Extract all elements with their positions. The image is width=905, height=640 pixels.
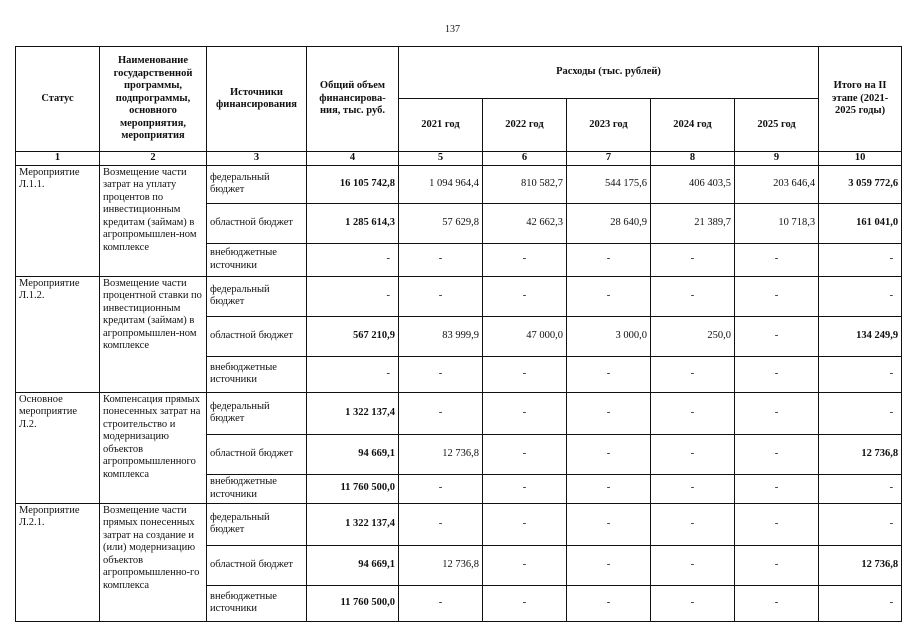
year-value-cell: - bbox=[399, 243, 483, 276]
year-value-cell: 28 640,9 bbox=[567, 203, 651, 243]
table-row bbox=[16, 165, 902, 203]
total-cell: - bbox=[307, 243, 399, 276]
funding-source-cell: внебюджетные источники bbox=[207, 585, 307, 621]
total-cell: 11 760 500,0 bbox=[307, 585, 399, 621]
year-value-cell: 12 736,8 bbox=[399, 434, 483, 474]
year-value-cell: - bbox=[651, 434, 735, 474]
year-value-cell: - bbox=[567, 545, 651, 585]
year-value-cell: - bbox=[483, 585, 567, 621]
itog-cell: 161 041,0 bbox=[819, 203, 902, 243]
year-value-cell: - bbox=[483, 392, 567, 434]
column-number: 7 bbox=[567, 152, 651, 166]
column-number: 6 bbox=[483, 152, 567, 166]
year-value-cell: - bbox=[399, 474, 483, 503]
itog-cell: - bbox=[819, 474, 902, 503]
column-number: 10 bbox=[819, 152, 902, 166]
table-row bbox=[16, 276, 902, 316]
year-value-cell: - bbox=[483, 276, 567, 316]
header-year: 2021 год bbox=[399, 99, 483, 152]
itog-cell: 134 249,9 bbox=[819, 316, 902, 356]
year-value-cell: - bbox=[735, 392, 819, 434]
year-value-cell: - bbox=[567, 474, 651, 503]
year-value-cell: 42 662,3 bbox=[483, 203, 567, 243]
total-cell: 1 322 137,4 bbox=[307, 503, 399, 545]
year-value-cell: - bbox=[567, 356, 651, 392]
funding-source-cell: федеральный бюджет bbox=[207, 392, 307, 434]
measure-name-cell: Возмещение части затрат на уплату процентов по инвестиционным кредитам (займам) в агропромышлен-ном комплексе bbox=[100, 165, 207, 276]
year-value-cell: 47 000,0 bbox=[483, 316, 567, 356]
year-value-cell: 12 736,8 bbox=[399, 545, 483, 585]
itog-cell: - bbox=[819, 585, 902, 621]
year-value-cell: 3 000,0 bbox=[567, 316, 651, 356]
measure-name-cell: Возмещение части прямых понесенных затрат на создание и (или) модернизацию объектов агропромышленно-го комплекса bbox=[100, 503, 207, 621]
year-value-cell: - bbox=[735, 434, 819, 474]
header-year: 2025 год bbox=[735, 99, 819, 152]
column-number: 5 bbox=[399, 152, 483, 166]
year-value-cell: - bbox=[567, 503, 651, 545]
itog-cell: 12 736,8 bbox=[819, 545, 902, 585]
year-value-cell: 1 094 964,4 bbox=[399, 165, 483, 203]
status-cell: Мероприятие Л.2.1. bbox=[16, 503, 100, 621]
total-cell: 567 210,9 bbox=[307, 316, 399, 356]
year-value-cell: - bbox=[651, 243, 735, 276]
measure-name-cell: Возмещение части процентной ставки по инвестиционным кредитам (займам) в агропромышлен-ном комплексе bbox=[100, 276, 207, 392]
year-value-cell: - bbox=[399, 503, 483, 545]
year-value-cell: 21 389,7 bbox=[651, 203, 735, 243]
funding-source-cell: областной бюджет bbox=[207, 203, 307, 243]
funding-source-cell: областной бюджет bbox=[207, 434, 307, 474]
year-value-cell: - bbox=[483, 545, 567, 585]
header-expenses: Расходы (тыс. рублей) bbox=[399, 47, 819, 99]
funding-source-cell: областной бюджет bbox=[207, 545, 307, 585]
total-cell: 1 322 137,4 bbox=[307, 392, 399, 434]
column-number: 9 bbox=[735, 152, 819, 166]
page-number: 137 bbox=[445, 24, 460, 35]
year-value-cell: - bbox=[483, 503, 567, 545]
itog-cell: - bbox=[819, 503, 902, 545]
year-value-cell: - bbox=[483, 474, 567, 503]
column-number-row bbox=[16, 152, 902, 166]
year-value-cell: 406 403,5 bbox=[651, 165, 735, 203]
year-value-cell: - bbox=[735, 243, 819, 276]
year-value-cell: - bbox=[651, 276, 735, 316]
itog-cell: 12 736,8 bbox=[819, 434, 902, 474]
year-value-cell: - bbox=[567, 276, 651, 316]
header-year: 2022 год bbox=[483, 99, 567, 152]
header-year: 2023 год bbox=[567, 99, 651, 152]
year-value-cell: - bbox=[483, 243, 567, 276]
funding-source-cell: внебюджетные источники bbox=[207, 474, 307, 503]
year-value-cell: - bbox=[651, 585, 735, 621]
table-row bbox=[16, 503, 902, 545]
table-body bbox=[16, 165, 902, 621]
year-value-cell: - bbox=[483, 356, 567, 392]
year-value-cell: - bbox=[651, 545, 735, 585]
funding-source-cell: внебюджетные источники bbox=[207, 243, 307, 276]
year-value-cell: - bbox=[735, 276, 819, 316]
year-value-cell: - bbox=[399, 585, 483, 621]
year-value-cell: - bbox=[567, 243, 651, 276]
year-value-cell: 57 629,8 bbox=[399, 203, 483, 243]
year-value-cell: 203 646,4 bbox=[735, 165, 819, 203]
column-number: 8 bbox=[651, 152, 735, 166]
column-number: 4 bbox=[307, 152, 399, 166]
header-name: Наименование государственной программы, подпрограммы, основного мероприятия, мероприятия bbox=[100, 47, 207, 152]
column-number: 3 bbox=[207, 152, 307, 166]
year-value-cell: - bbox=[651, 503, 735, 545]
itog-cell: 3 059 772,6 bbox=[819, 165, 902, 203]
year-value-cell: - bbox=[735, 503, 819, 545]
year-value-cell: - bbox=[651, 474, 735, 503]
year-value-cell: 250,0 bbox=[651, 316, 735, 356]
year-value-cell: - bbox=[735, 356, 819, 392]
year-value-cell: 83 999,9 bbox=[399, 316, 483, 356]
total-cell: 11 760 500,0 bbox=[307, 474, 399, 503]
year-value-cell: - bbox=[399, 392, 483, 434]
funding-source-cell: областной бюджет bbox=[207, 316, 307, 356]
year-value-cell: - bbox=[399, 356, 483, 392]
total-cell: - bbox=[307, 356, 399, 392]
total-cell: 94 669,1 bbox=[307, 545, 399, 585]
header-status: Статус bbox=[16, 47, 100, 152]
year-value-cell: - bbox=[735, 316, 819, 356]
itog-cell: - bbox=[819, 356, 902, 392]
column-number: 1 bbox=[16, 152, 100, 166]
year-value-cell: - bbox=[735, 545, 819, 585]
header-total: Общий объем финансирова-ния, тыс. руб. bbox=[307, 47, 399, 152]
status-cell: Мероприятие Л.1.2. bbox=[16, 276, 100, 392]
status-cell: Основное мероприятие Л.2. bbox=[16, 392, 100, 503]
year-value-cell: - bbox=[399, 276, 483, 316]
total-cell: - bbox=[307, 276, 399, 316]
header-sources: Источники финансирования bbox=[207, 47, 307, 152]
itog-cell: - bbox=[819, 243, 902, 276]
itog-cell: - bbox=[819, 276, 902, 316]
year-value-cell: 544 175,6 bbox=[567, 165, 651, 203]
funding-source-cell: внебюджетные источники bbox=[207, 356, 307, 392]
funding-source-cell: федеральный бюджет bbox=[207, 165, 307, 203]
year-value-cell: - bbox=[567, 585, 651, 621]
year-value-cell: - bbox=[651, 392, 735, 434]
year-value-cell: - bbox=[567, 434, 651, 474]
measure-name-cell: Компенсация прямых понесенных затрат на строительство и модернизацию объектов агропромышленного комплекса bbox=[100, 392, 207, 503]
year-value-cell: - bbox=[567, 392, 651, 434]
year-value-cell: - bbox=[735, 585, 819, 621]
budget-table bbox=[15, 46, 902, 622]
year-value-cell: - bbox=[483, 434, 567, 474]
total-cell: 16 105 742,8 bbox=[307, 165, 399, 203]
funding-source-cell: федеральный бюджет bbox=[207, 276, 307, 316]
total-cell: 1 285 614,3 bbox=[307, 203, 399, 243]
itog-cell: - bbox=[819, 392, 902, 434]
year-value-cell: 10 718,3 bbox=[735, 203, 819, 243]
header-itog: Итого на II этапе (2021-2025 годы) bbox=[819, 47, 902, 152]
column-number: 2 bbox=[100, 152, 207, 166]
funding-source-cell: федеральный бюджет bbox=[207, 503, 307, 545]
total-cell: 94 669,1 bbox=[307, 434, 399, 474]
header-year: 2024 год bbox=[651, 99, 735, 152]
year-value-cell: - bbox=[735, 474, 819, 503]
year-value-cell: - bbox=[651, 356, 735, 392]
status-cell: Мероприятие Л.1.1. bbox=[16, 165, 100, 276]
table-row bbox=[16, 392, 902, 434]
year-value-cell: 810 582,7 bbox=[483, 165, 567, 203]
